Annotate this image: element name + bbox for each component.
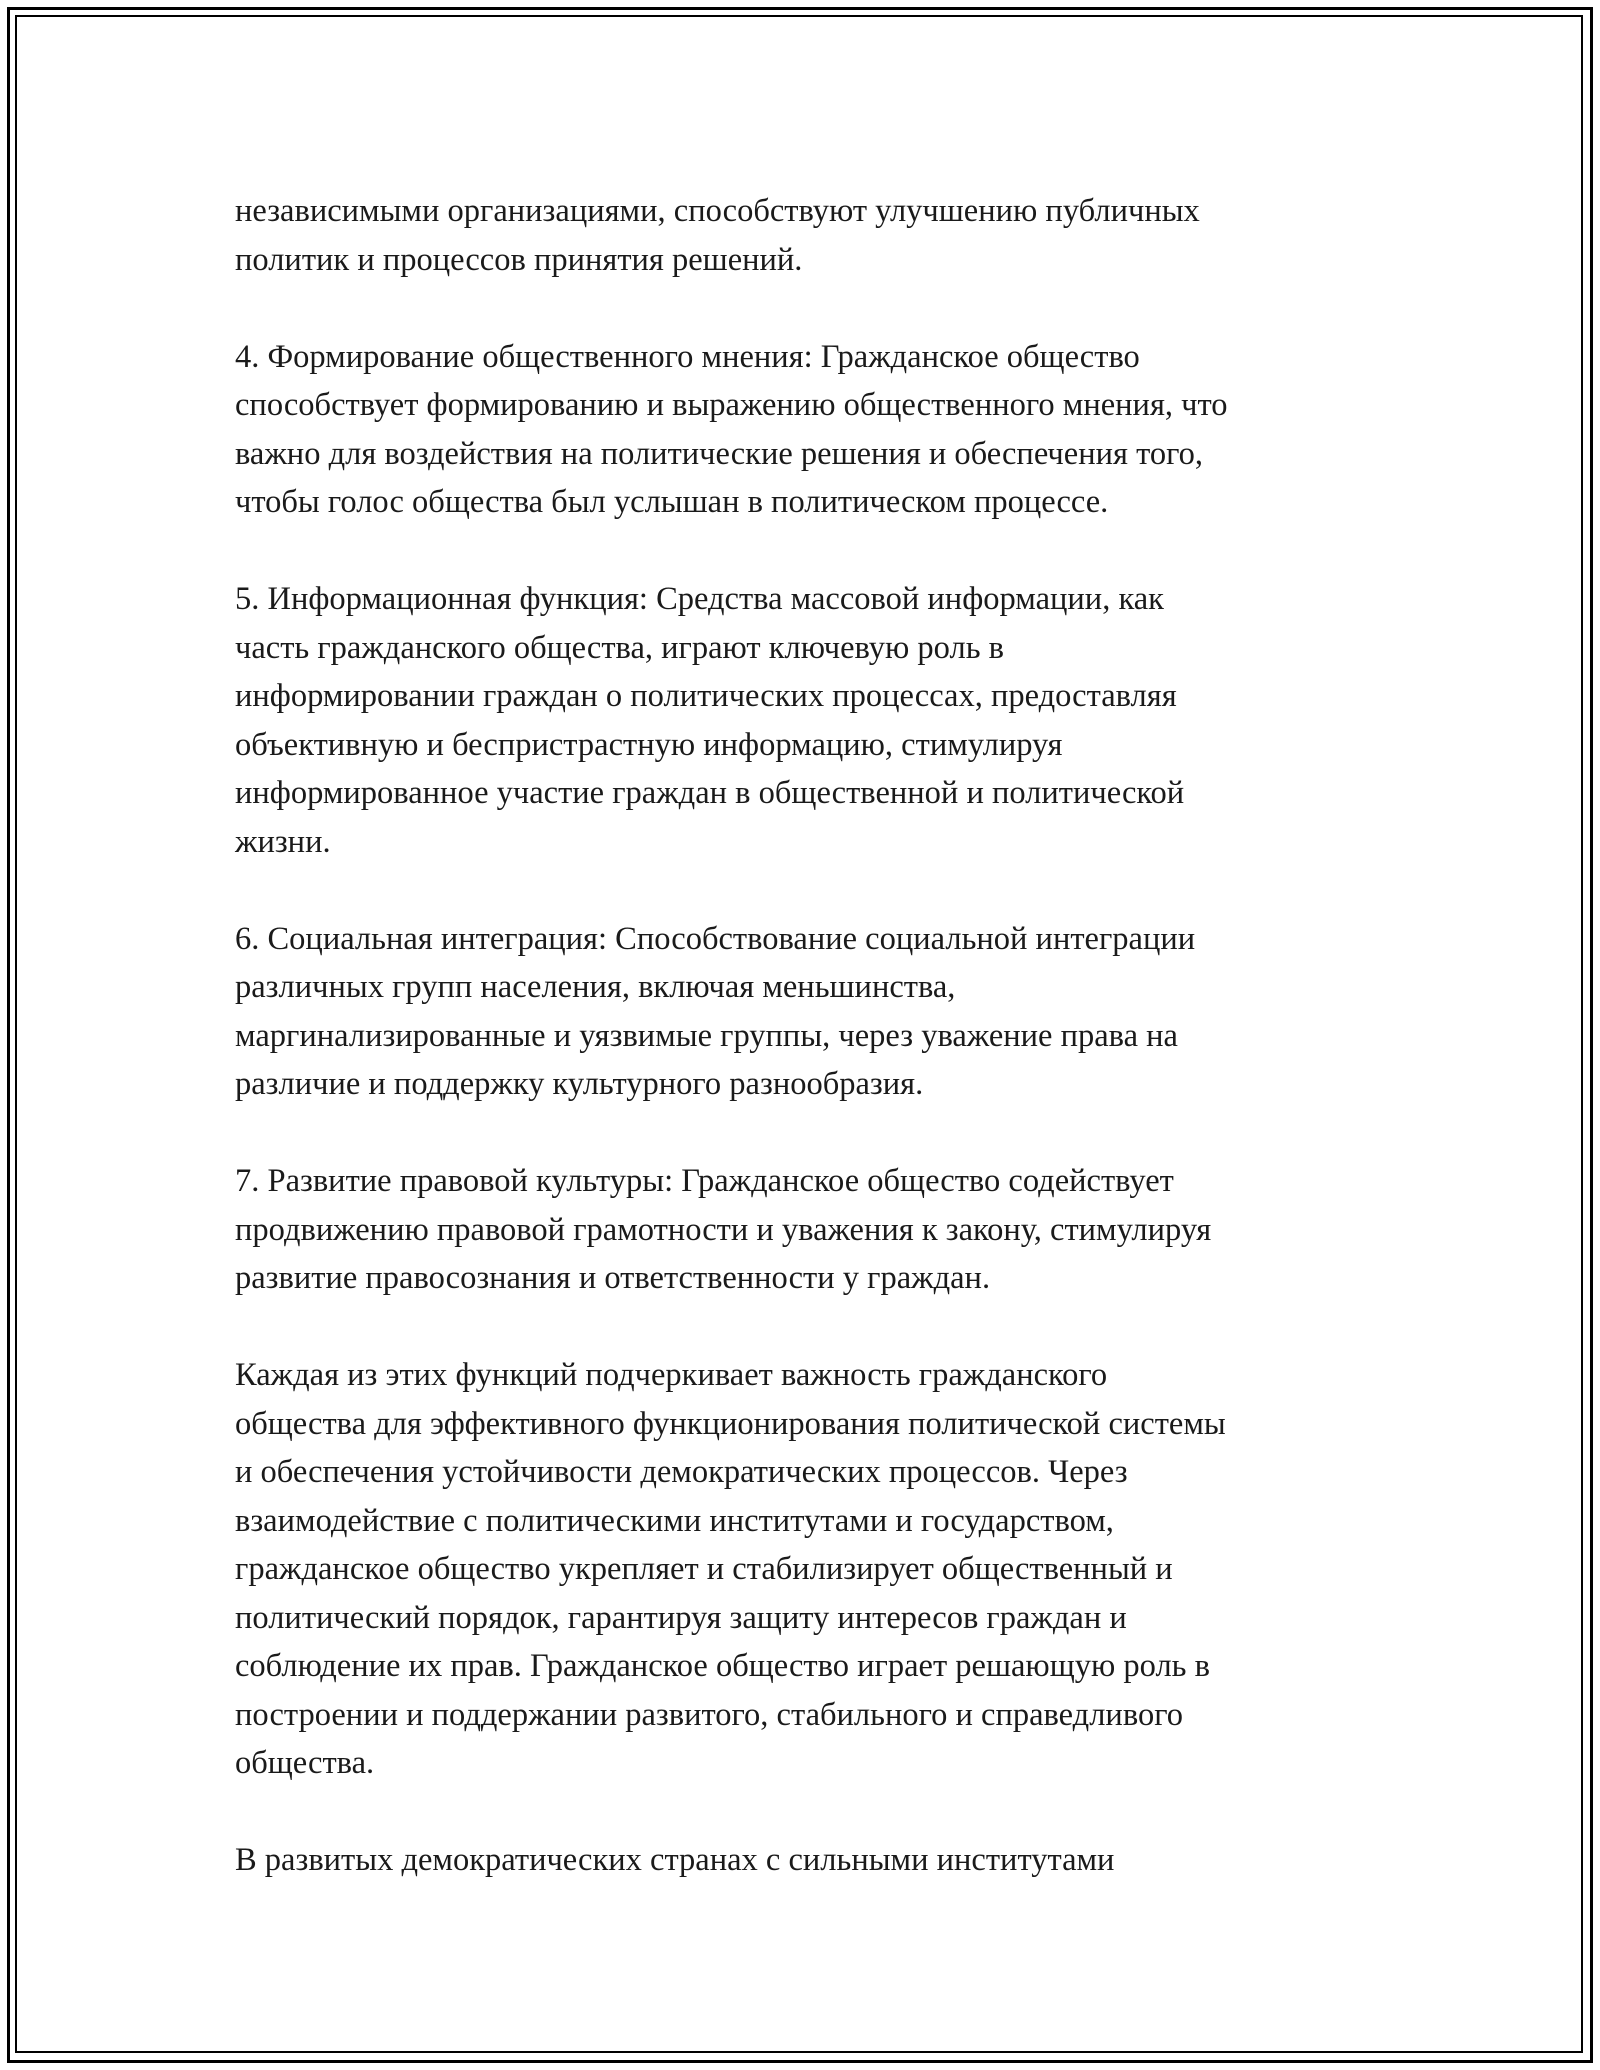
paragraph-developed-democracies: В развитых демократических странах с сильными институтами [235,1842,1115,1878]
paragraph-intro-continuation: независимыми организациями, способствуют улучшению публичных политик и процессов принятия решений. [235,193,1200,278]
document-body [235,187,1375,1885]
paragraph-item-7-legal-culture: 7. Развитие правовой культуры: Гражданское общество содействует продвижению правовой грамотности и уважения к закону, стимулируя развитие правосознания и ответственности у граждан. [235,1163,1212,1296]
paragraph-item-4-public-opinion: 4. Формирование общественного мнения: Гражданское общество способствует формированию и выражению общественного мнения, что важно для воздействия на политические решения и обеспечения того, чтобы голос общества был услышан в политическом процессе. [235,338,1228,520]
paragraph-summary: Каждая из этих функций подчеркивает важность гражданского общества для эффективного функционирования политической системы и обеспечения устойчивости демократических процессов. Через взаимодействие с политическими институтами и государством, гражданское общество укрепляет и стабилизирует общественный и политический порядок, гарантируя защиту интересов граждан и соблюдение их прав. Гражданское общество играет решающую роль в построении и поддержании развитого, стабильного и справедливого общества. [235,1357,1226,1781]
paragraph-item-6-social-integration: 6. Социальная интеграция: Способствование социальной интеграции различных групп населения, включая меньшинства, маргинализированные и уязвимые группы, через уважение права на различие и поддержку культурного разнообразия. [235,920,1196,1102]
paragraph-item-5-information-function: 5. Информационная функция: Средства массовой информации, как часть гражданского общества, играют ключевую роль в информировании граждан о политических процессах, предоставляя объективную и беспристрастную информацию, стимулируя информированное участие граждан в общественной и политической жизни. [235,581,1185,860]
